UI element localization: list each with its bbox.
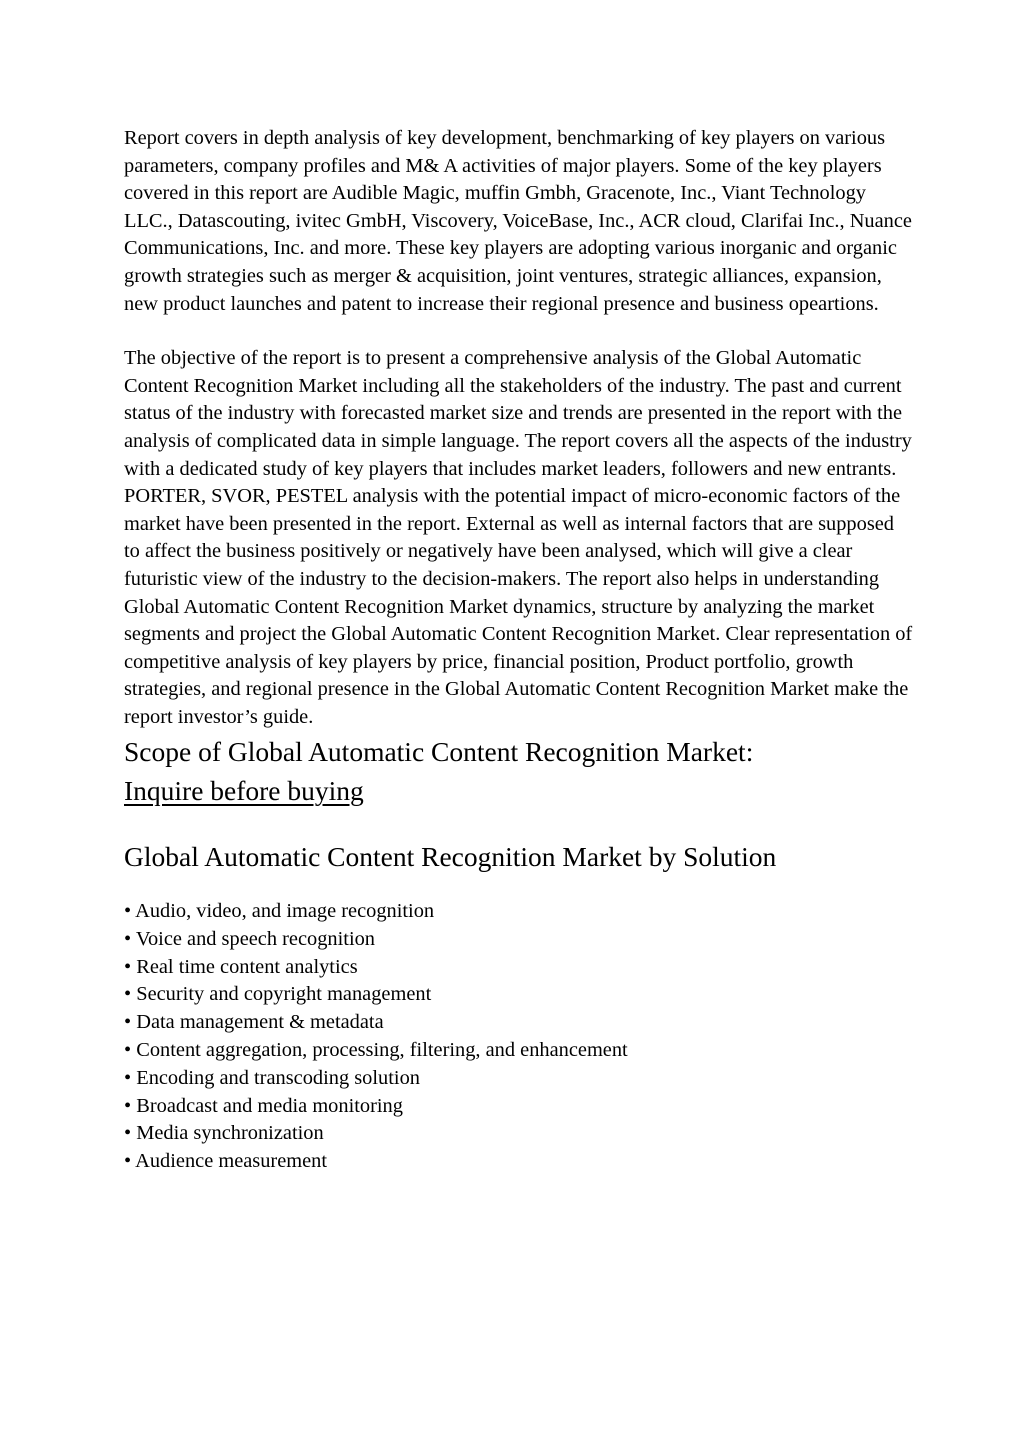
document-page <box>124 125 914 1176</box>
list-item: • Security and copyright management <box>124 983 432 1006</box>
objective-paragraph: The objective of the report is to present a comprehensive analysis of the Global Automatic Content Recognition Market including all the stakeholders of the industry. The past and current status of the industry with forecasted market size and trends are presented in the report with the analysis of complicated data in simple language. The report covers all the aspects of the industry with a dedicated study of key players that includes market leaders, followers and new entrants. PORTER, SVOR, PESTEL analysis with the potential impact of micro-economic factors of the market have been presented in the report. External as well as internal factors that are supposed to affect the business positively or negatively have been analysed, which will give a clear futuristic view of the industry to the decision-makers. The report also helps in understanding Global Automatic Content Recognition Market dynamics, structure by analyzing the market segments and project the Global Automatic Content Recognition Market. Clear representation of competitive analysis of key players by price, financial position, Product portfolio, growth strategies, and regional presence in the Global Automatic Content Recognition Market make the report investor’s guide. <box>124 347 913 728</box>
list-item: • Data management & metadata <box>124 1011 384 1034</box>
list-item: • Voice and speech recognition <box>124 927 375 950</box>
inquire-before-buying-link[interactable]: Inquire before buying <box>124 774 364 806</box>
solution-heading: Global Automatic Content Recognition Market by Solution <box>124 841 777 873</box>
list-item: • Audio, video, and image recognition <box>124 899 435 922</box>
list-item: • Encoding and transcoding solution <box>124 1066 420 1089</box>
solution-list <box>124 898 914 1176</box>
list-item: • Real time content analytics <box>124 955 358 978</box>
intro-paragraph: Report covers in depth analysis of key development, benchmarking of key players on various parameters, company profiles and M& A activities of major players. Some of the key players covered in this report are Audible Magic, muffin Gmbh, Gracenote, Inc., Viant Technology LLC., Datascouting, ivitec GmbH, Viscovery, VoiceBase, Inc., ACR cloud, Clarifai Inc., Nuance Communications, Inc. and more. These key players are adopting various inorganic and organic growth strategies such as merger & acquisition, joint ventures, strategic alliances, expansion, new product launches and patent to increase their regional presence and business opeartions. <box>124 127 912 315</box>
list-item: • Media synchronization <box>124 1122 324 1145</box>
list-item: • Audience measurement <box>124 1150 328 1173</box>
scope-heading: Scope of Global Automatic Content Recognition Market: <box>124 736 754 768</box>
list-item: • Content aggregation, processing, filtering, and enhancement <box>124 1038 628 1061</box>
list-item: • Broadcast and media monitoring <box>124 1094 403 1117</box>
